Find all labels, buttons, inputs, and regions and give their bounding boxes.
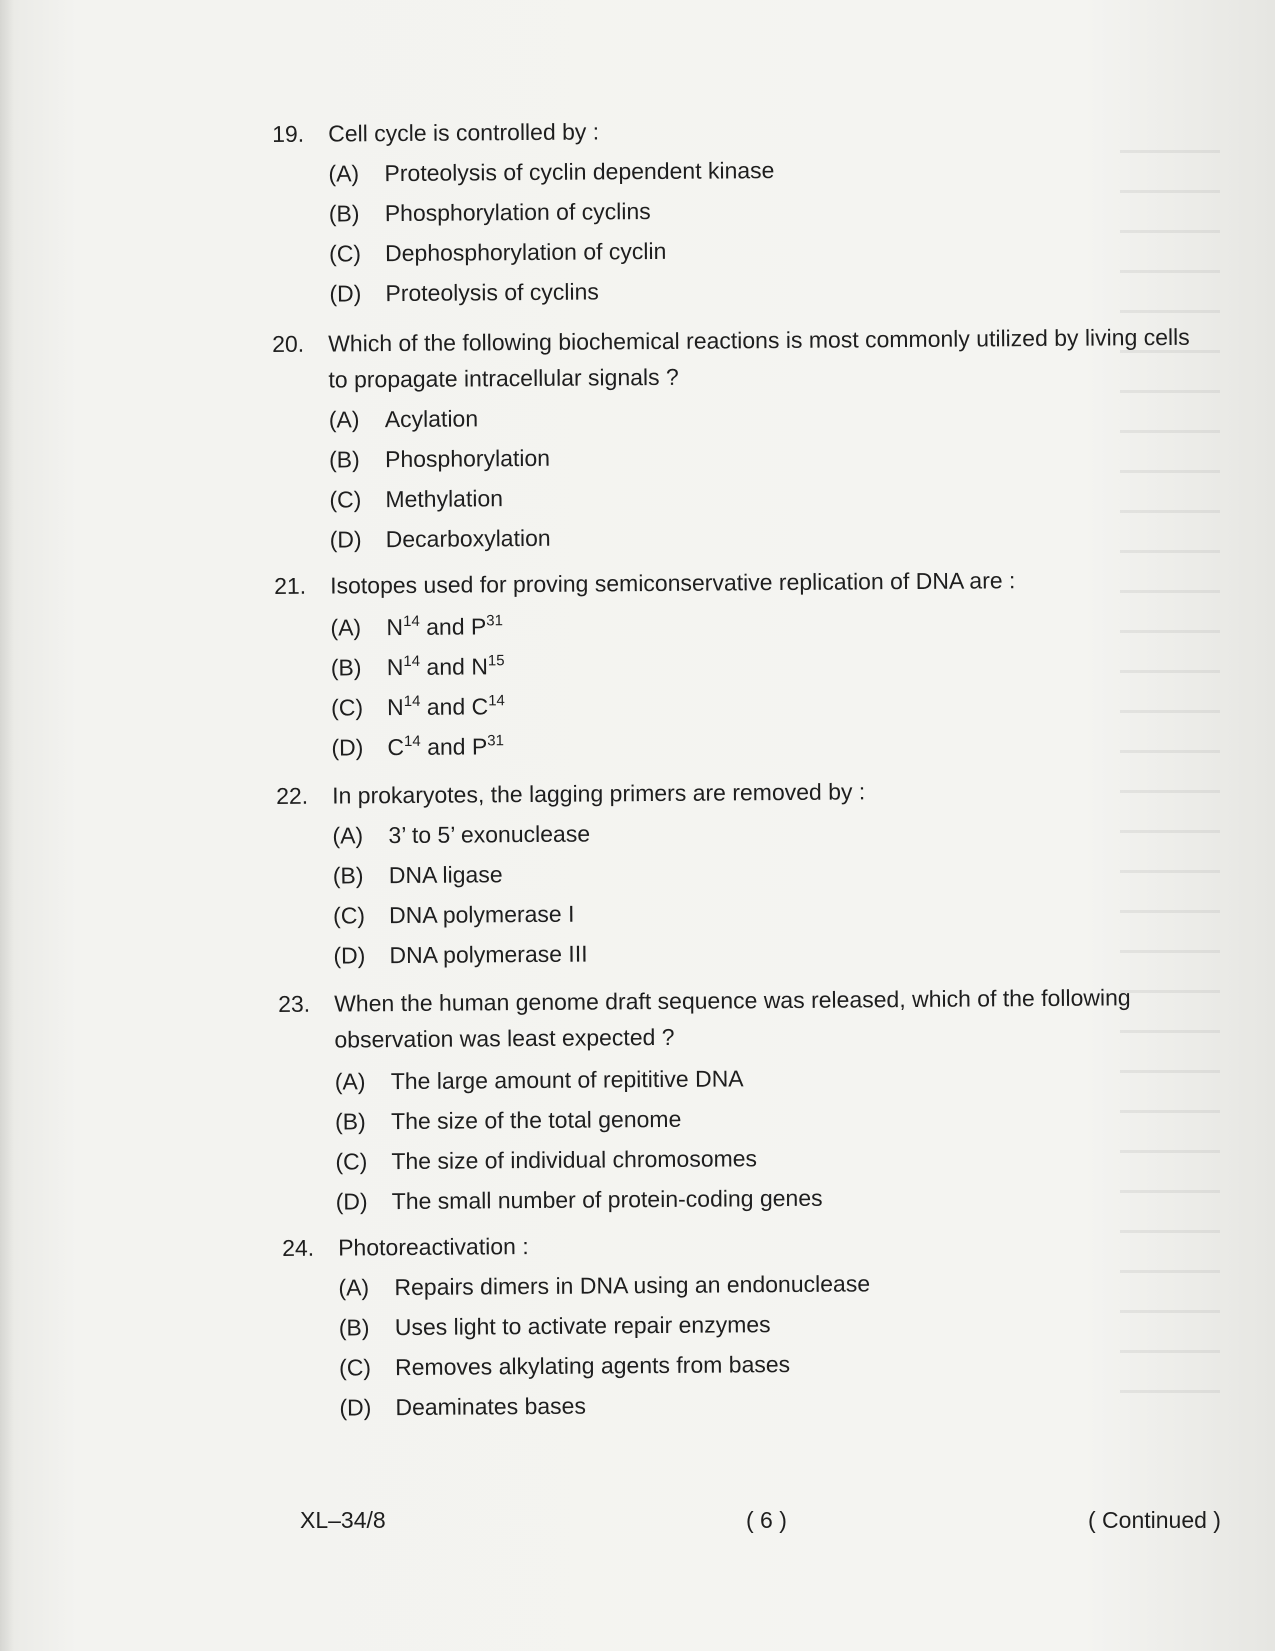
option-c [335, 1138, 757, 1181]
mass-number: 14 [403, 652, 421, 670]
option-a [330, 606, 503, 647]
isotope-1: N [386, 613, 404, 641]
option-c [331, 686, 505, 727]
paper-code: XL–34/8 [300, 1507, 386, 1533]
option-label: (D) [329, 280, 362, 307]
question-22 [276, 769, 1178, 976]
option-text: Uses light to activate repair enzymes [394, 1311, 771, 1341]
option-label: (B) [328, 446, 360, 473]
option-label: (D) [335, 1188, 368, 1215]
conjunction: and [420, 693, 472, 720]
question-number: 19. [272, 120, 305, 147]
option-text: Decarboxylation [385, 524, 551, 553]
option-label: (B) [332, 862, 364, 889]
option-label: (C) [328, 240, 362, 267]
option-text: Phosphorylation [384, 444, 551, 473]
option-b [335, 1099, 682, 1142]
option-label: (B) [328, 200, 360, 227]
mass-number: 14 [488, 692, 505, 710]
conjunction: and [420, 653, 472, 680]
option-label: (B) [334, 1108, 366, 1135]
option-text: DNA polymerase III [389, 940, 588, 969]
option-text: Acylation [384, 405, 479, 433]
option-d [333, 934, 587, 976]
option-a [328, 150, 774, 194]
mass-number: 31 [486, 612, 504, 630]
isotope-2: N [471, 653, 488, 680]
option-a [338, 1263, 870, 1307]
question-number: 24. [282, 1234, 315, 1261]
option-text: Repairs dimers in DNA using an endonuclease [394, 1270, 871, 1301]
option-d [336, 1178, 823, 1222]
option-c [329, 231, 667, 274]
question-stem: In prokaryotes, the lagging primers are removed by : [332, 778, 866, 809]
question-19 [272, 107, 1174, 314]
option-d [331, 726, 504, 767]
option-text: The small number of protein-coding genes [391, 1184, 823, 1215]
mass-number: 15 [487, 652, 505, 670]
option-text: Dephosphorylation of cyclin [384, 237, 667, 267]
option-label: (B) [330, 654, 362, 681]
option-label: (C) [338, 1354, 372, 1381]
page-edge-shadow [0, 0, 14, 1651]
option-text: Proteolysis of cyclin dependent kinase [384, 157, 775, 187]
continued-note: ( Continued ) [1088, 1507, 1221, 1533]
option-b [329, 191, 651, 234]
question-stem-continued: to propagate intracellular signals ? [328, 363, 679, 393]
option-label: (C) [335, 1148, 368, 1175]
option-label: (C) [329, 486, 362, 513]
option-d [330, 518, 551, 560]
option-a [332, 814, 590, 856]
option-label: (C) [332, 902, 366, 929]
question-stem: When the human genome draft sequence was released, which of the following [334, 984, 1131, 1017]
option-c [329, 478, 503, 519]
option-text: Proteolysis of cyclins [385, 278, 599, 307]
option-b [331, 646, 505, 687]
option-label: (D) [329, 526, 362, 553]
isotope-1: N [386, 653, 404, 681]
mass-number: 14 [403, 692, 421, 710]
option-label: (A) [330, 614, 362, 641]
conjunction: and [420, 733, 472, 760]
mass-number: 31 [487, 732, 504, 750]
option-c [339, 1344, 790, 1388]
mass-number: 14 [402, 612, 420, 630]
question-stem: Isotopes used for proving semiconservative replication of DNA are : [330, 567, 1016, 599]
option-label: (C) [331, 694, 364, 721]
question-number: 20. [272, 330, 305, 357]
option-text: The large amount of repititive DNA [390, 1065, 744, 1095]
option-label: (B) [338, 1314, 370, 1341]
conjunction: and [419, 613, 472, 640]
option-a [335, 1058, 744, 1101]
option-text: 3’ to 5’ exonuclease [388, 820, 591, 849]
option-text: Removes alkylating agents from bases [394, 1351, 791, 1381]
option-label: (A) [332, 822, 364, 849]
option-label: (A) [338, 1274, 370, 1301]
option-label: (A) [328, 160, 360, 187]
option-text: Phosphorylation of cyclins [384, 198, 651, 227]
option-b [333, 854, 503, 895]
question-stem: Photoreactivation : [338, 1233, 529, 1261]
option-text: Methylation [385, 485, 504, 513]
question-24 [282, 1221, 1184, 1428]
question-number: 22. [276, 782, 309, 809]
option-a [329, 398, 479, 439]
option-text: DNA polymerase I [388, 900, 575, 929]
isotope-1: C [387, 733, 405, 761]
option-text: DNA ligase [388, 861, 503, 889]
question-20 [272, 317, 1190, 564]
page-number: ( 6 ) [746, 1507, 787, 1533]
question-stem: Cell cycle is controlled by : [328, 118, 600, 147]
option-label: (D) [339, 1394, 372, 1421]
option-d [329, 271, 599, 313]
option-b [339, 1304, 771, 1347]
question-number: 21. [274, 572, 307, 599]
option-text: The size of individual chromosomes [391, 1145, 758, 1175]
option-label: (D) [331, 734, 364, 761]
option-d [339, 1386, 586, 1428]
question-23 [278, 977, 1180, 1224]
option-label: (D) [333, 942, 366, 969]
isotope-1: N [387, 693, 404, 721]
option-b [329, 438, 550, 480]
question-stem-continued: observation was least expected ? [334, 1023, 675, 1053]
option-label: (A) [328, 406, 360, 433]
question-stem: Which of the following biochemical reactions is most commonly utilized by living cells [328, 323, 1190, 357]
isotope-2: P [470, 613, 487, 640]
isotope-2: P [471, 733, 488, 760]
option-text: The size of the total genome [390, 1105, 682, 1135]
option-text: Deaminates bases [395, 1392, 587, 1421]
question-21 [274, 559, 1176, 766]
isotope-2: C [471, 693, 489, 720]
mass-number: 14 [403, 732, 421, 750]
option-c [333, 894, 575, 936]
option-label: (A) [334, 1068, 366, 1095]
question-number: 23. [278, 990, 311, 1017]
